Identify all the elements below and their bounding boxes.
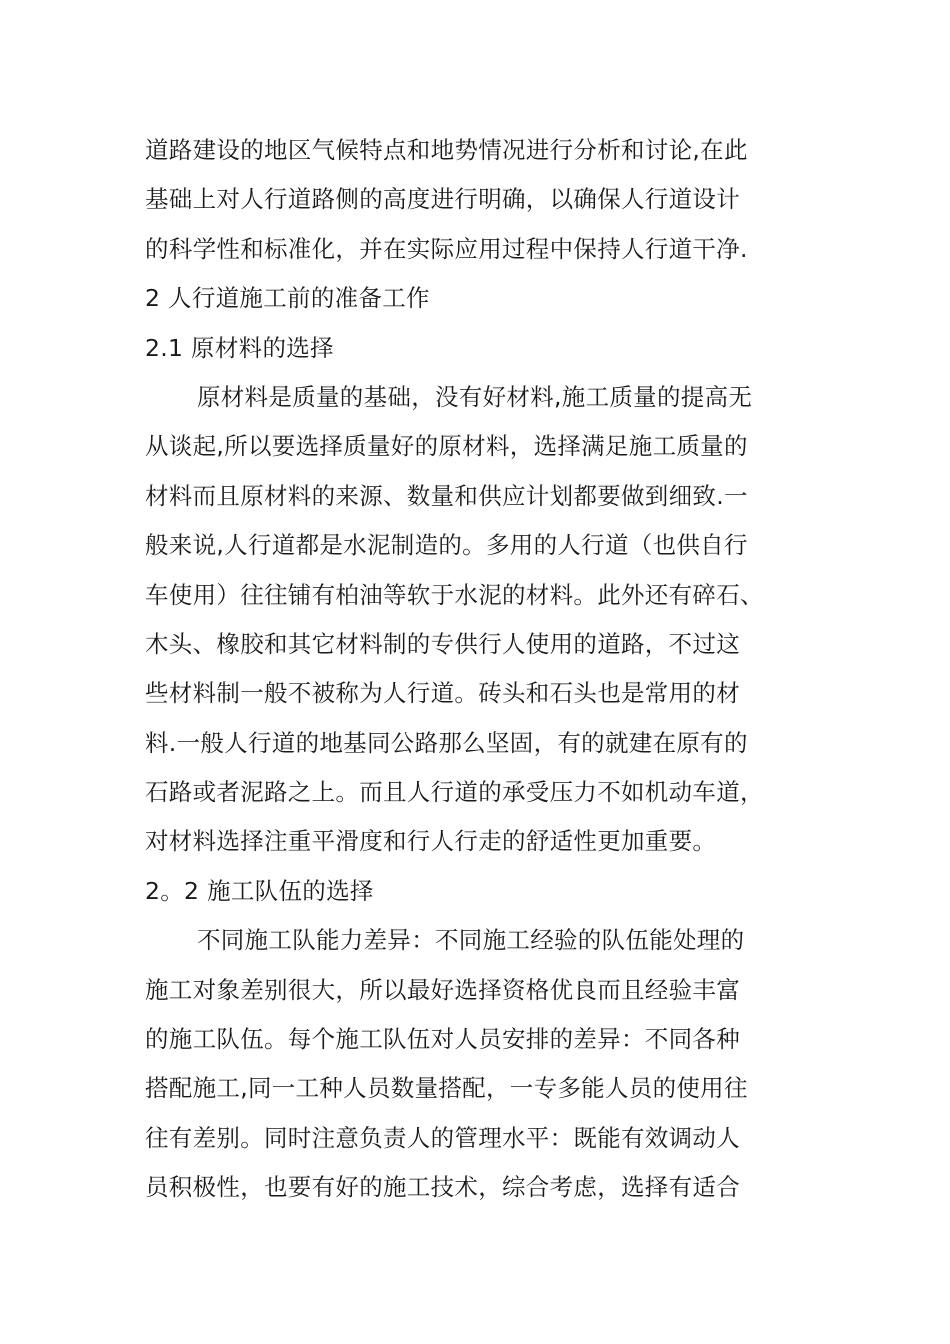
- text-line: 的施工队伍。每个施工队伍对人员安排的差异：不同各种: [145, 1025, 740, 1054]
- text-line: 往有差别。同时注意负责人的管理水平：既能有效调动人: [145, 1123, 740, 1152]
- text-line: 不同施工队能力差异：不同施工经验的队伍能处理的: [197, 926, 745, 955]
- text-line: 车使用）往往铺有柏油等软于水泥的材料。此外还有碎石、: [145, 580, 764, 609]
- text-line: 员积极性，也要有好的施工技术，综合考虑，选择有适合: [145, 1173, 740, 1202]
- document-body: [145, 126, 805, 1213]
- subsection-heading: 2.1 原材料的选择: [145, 333, 334, 362]
- text-line: 的科学性和标准化，并在实际应用过程中保持人行道干净.: [145, 234, 748, 263]
- text-line: 般来说,人行道都是水泥制造的。多用的人行道（也供自行: [145, 531, 748, 560]
- text-line: 些材料制一般不被称为人行道。砖头和石头也是常用的材: [145, 679, 740, 708]
- text-line: 材料而且原材料的来源、数量和供应计划都要做到细致.一: [145, 481, 748, 510]
- text-line: 施工对象差别很大，所以最好选择资格优良而且经验丰富: [145, 975, 740, 1004]
- text-line: 对材料选择注重平滑度和行人行走的舒适性更加重要。: [145, 827, 717, 856]
- text-line: 木头、橡胶和其它材料制的专供行人使用的道路，不过这: [145, 629, 740, 658]
- text-line: 基础上对人行道路侧的高度进行明确，以确保人行道设计: [145, 185, 740, 214]
- text-line: 从谈起,所以要选择质量好的原材料，选择满足施工质量的: [145, 432, 748, 461]
- text-line: 道路建设的地区气候特点和地势情况进行分析和讨论,在此: [145, 136, 748, 164]
- subsection-heading: 2。2 施工队伍的选择: [145, 876, 374, 905]
- text-line: 搭配施工,同一工种人员数量搭配，一专多能人员的使用往: [145, 1074, 748, 1103]
- section-heading: 2 人行道施工前的准备工作: [145, 284, 430, 313]
- text-line: 料.一般人行道的地基同公路那么坚固，有的就建在原有的: [145, 728, 748, 757]
- text-line: 原材料是质量的基础，没有好材料,施工质量的提高无: [197, 382, 753, 411]
- text-line: 石路或者泥路之上。而且人行道的承受压力不如机动车道，: [145, 778, 764, 807]
